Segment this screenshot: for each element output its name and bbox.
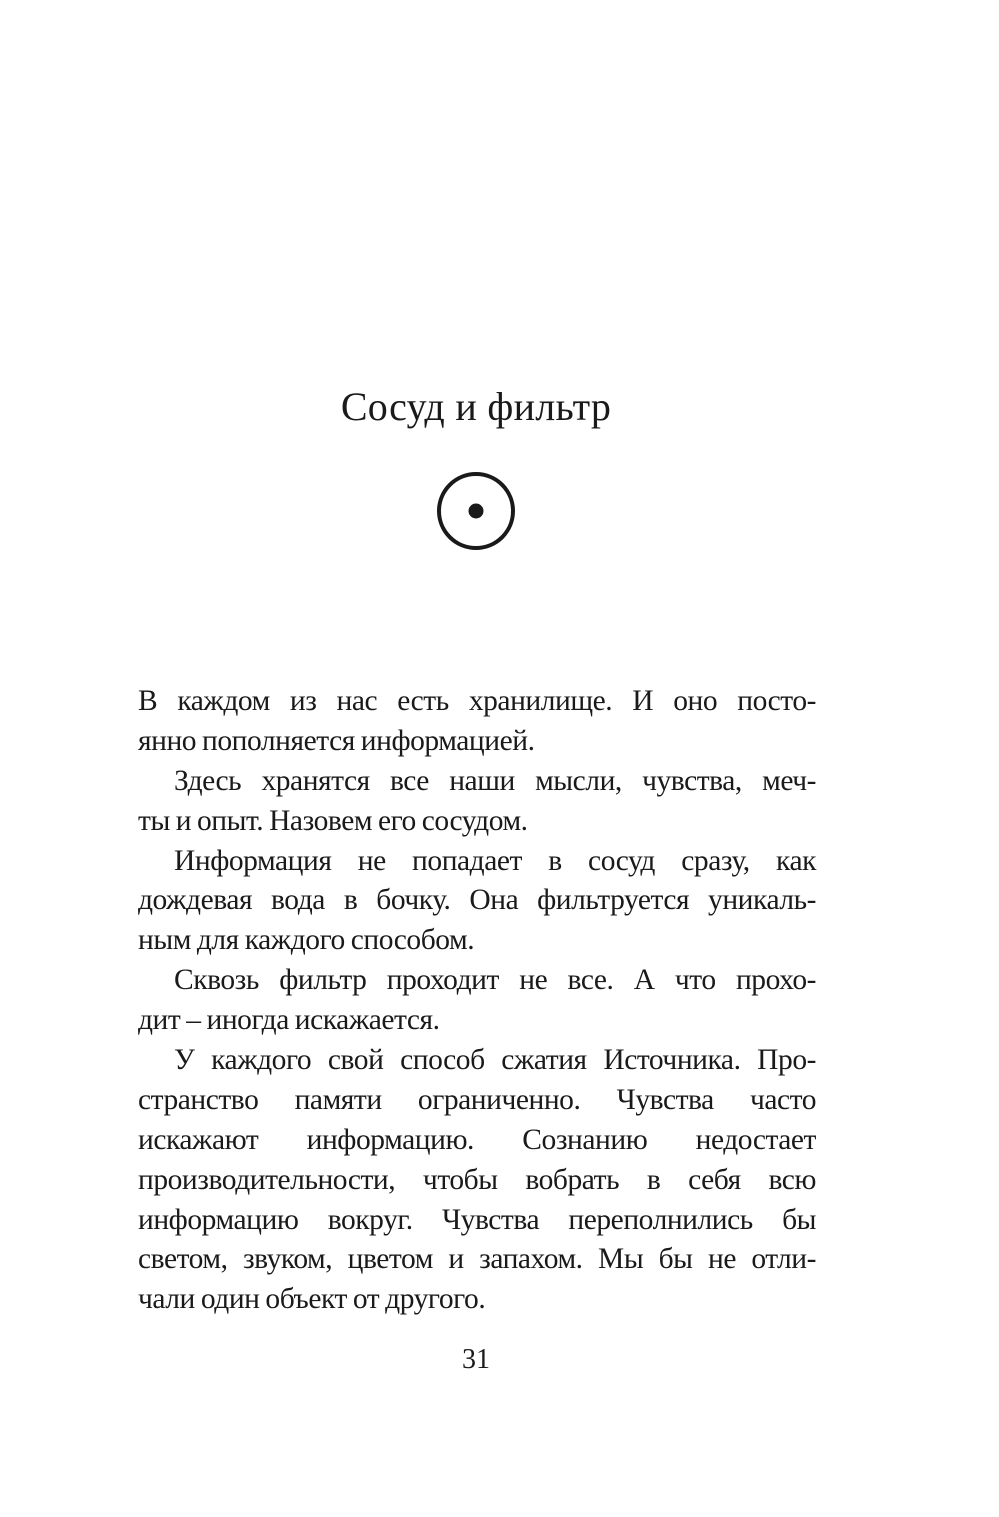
text-line: Здесь хранятся все наши мысли, чувства, меч- bbox=[174, 764, 816, 797]
circled-dot-icon bbox=[435, 470, 517, 552]
text-line: янно пополняется информацией. bbox=[138, 724, 535, 757]
paragraph-3 bbox=[138, 842, 816, 962]
text-line: светом, звуком, цветом и запахом. Мы бы не отли- bbox=[138, 1243, 816, 1276]
text-line: производительности, чтобы вобрать в себя всю bbox=[138, 1163, 816, 1196]
page-number: 31 bbox=[462, 1344, 490, 1375]
text-line: ным для каждого способом. bbox=[138, 924, 475, 957]
text-line: искажают информацию. Сознанию недостает bbox=[138, 1123, 816, 1156]
text-line: дождевая вода в бочку. Она фильтруется уникаль- bbox=[138, 884, 816, 917]
text-line: информацию вокруг. Чувства переполнились бы bbox=[138, 1203, 816, 1236]
text-line: Сквозь фильтр проходит не все. А что прохо- bbox=[174, 964, 816, 997]
paragraph-1 bbox=[138, 682, 816, 762]
text-line: У каждого свой способ сжатия Источника. Про- bbox=[174, 1044, 816, 1077]
text-line: чали один объект от другого. bbox=[138, 1283, 486, 1316]
text-line: дит – иногда искажается. bbox=[138, 1004, 440, 1037]
paragraph-5 bbox=[138, 1041, 816, 1320]
text-line: В каждом из нас есть хранилище. И оно посто- bbox=[138, 685, 816, 717]
chapter-title: Сосуд и фильтр bbox=[340, 384, 612, 429]
paragraph-4 bbox=[138, 961, 816, 1041]
circled-dot-icon-svg bbox=[435, 470, 517, 552]
body-text bbox=[138, 682, 816, 1320]
text-line: странство памяти ограниченно. Чувства часто bbox=[138, 1083, 816, 1116]
text-line: Информация не попадает в сосуд сразу, как bbox=[174, 844, 816, 877]
paragraph-2 bbox=[138, 762, 816, 842]
text-line: ты и опыт. Назовем его сосудом. bbox=[138, 804, 528, 837]
